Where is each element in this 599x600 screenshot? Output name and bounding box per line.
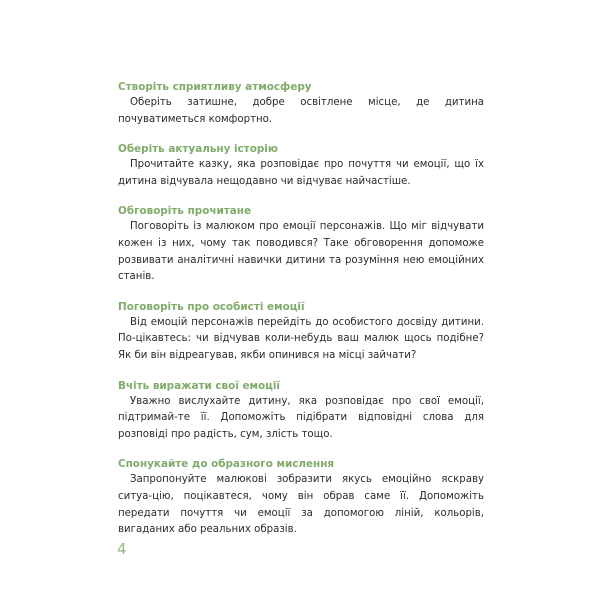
section-heading: Спонукайте до образного мислення <box>118 458 335 471</box>
section-heading: Створіть сприятливу атмосферу <box>118 81 312 93</box>
section-story <box>118 142 484 190</box>
section-paragraph: Від емоцій персонажів перейдіть до особистого досвіду дитини. По-цікавтесь: чи відчував коли-небудь ваш малюк щось подібне? Як би він відреагував, якби опинився на місці зайчати? <box>118 316 484 361</box>
section-paragraph: Оберіть затишне, добре освітлене місце, де дитина почуватиметься комфортно. <box>118 97 484 125</box>
section-heading: Обговоріть прочитане <box>118 205 252 218</box>
section-paragraph: Уважно вислухайте дитину, яка розповідає про свої емоції, підтримай-те її. Допоможіть підібрати відповідні слова для розповіді про радість, сум, злість тощо. <box>118 395 484 440</box>
section-heading: Оберіть актуальну історію <box>118 143 278 156</box>
section-paragraph: Поговоріть із малюком про емоції персонажів. Що міг відчувати кожен із них, чому так поводився? Таке обговорення допоможе розвивати аналітичні навички дитини та розуміння нею емоційних станів. <box>118 221 484 283</box>
section-atmosphere <box>118 80 484 128</box>
section-express <box>118 379 484 444</box>
section-imagination <box>118 457 484 538</box>
section-discuss <box>118 204 484 285</box>
section-paragraph: Запропонуйте малюкові зобразити якусь емоційно яскраву ситуа-цію, поцікавтеся, чому він обрав саме її. Допоможіть передати почуття чи емоції за допомогою ліній, кольорів, вигаданих або реальних образів. <box>118 474 484 536</box>
section-heading: Поговоріть про особисті емоції <box>118 300 305 313</box>
page-number: 4 <box>117 540 127 558</box>
section-heading: Вчіть виражати свої емоції <box>118 379 280 392</box>
page-content <box>118 80 484 553</box>
section-paragraph: Прочитайте казку, яка розповідає про почуття чи емоції, що їх дитина відчувала нещодавно чи відчуває найчастіше. <box>118 159 484 187</box>
section-personal <box>118 300 484 365</box>
